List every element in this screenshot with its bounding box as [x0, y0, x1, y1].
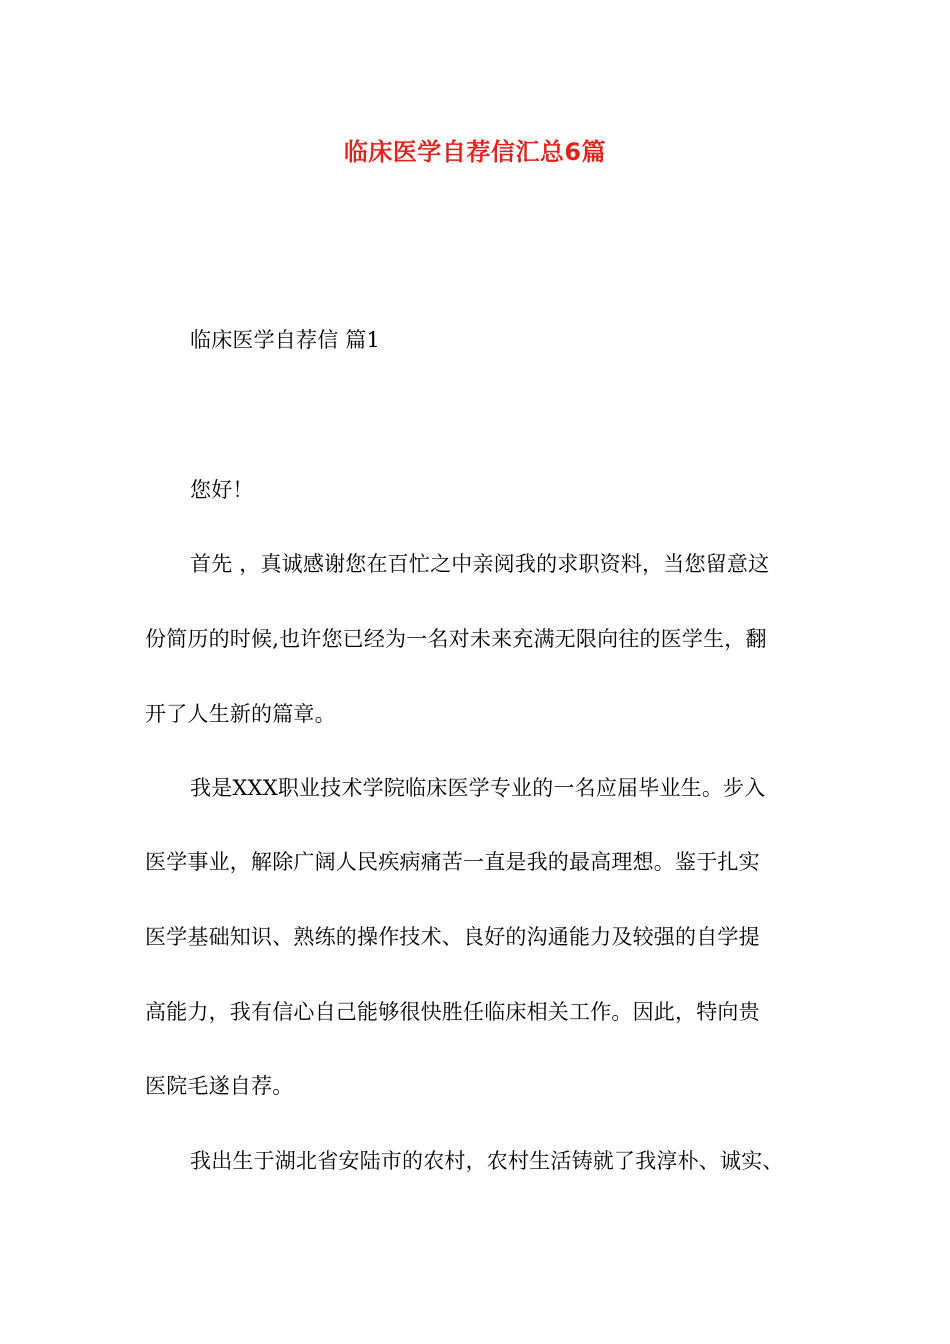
body-line: 首先 ，真诚感谢您在百忙之中亲阅我的求职资料，当您留意这	[190, 552, 770, 576]
body-line: 开了人生新的篇章。	[145, 702, 336, 726]
body-line: 高能力，我有信心自己能够很快胜任临床相关工作。因此，特向贵	[145, 1000, 760, 1024]
greeting-line: 您好！	[190, 478, 254, 502]
section-heading: 临床医学自荐信 篇1	[190, 328, 381, 352]
body-line: 医学基础知识、熟练的操作技术、良好的沟通能力及较强的自学提	[145, 925, 760, 949]
document-title: 临床医学自荐信汇总6篇	[343, 138, 607, 166]
body-line: 我是XXX职业技术学院临床医学专业的一名应届毕业生。步入	[190, 776, 766, 800]
body-line: 我出生于湖北省安陆市的农村，农村生活铸就了我淳朴、诚实、	[190, 1149, 784, 1173]
body-line: 医院毛遂自荐。	[145, 1074, 294, 1098]
body-line: 医学事业，解除广阔人民疾病痛苦一直是我的最高理想。鉴于扎实	[145, 850, 760, 874]
body-line: 份简历的时候,也许您已经为一名对未来充满无限向往的医学生，翻	[145, 627, 767, 651]
